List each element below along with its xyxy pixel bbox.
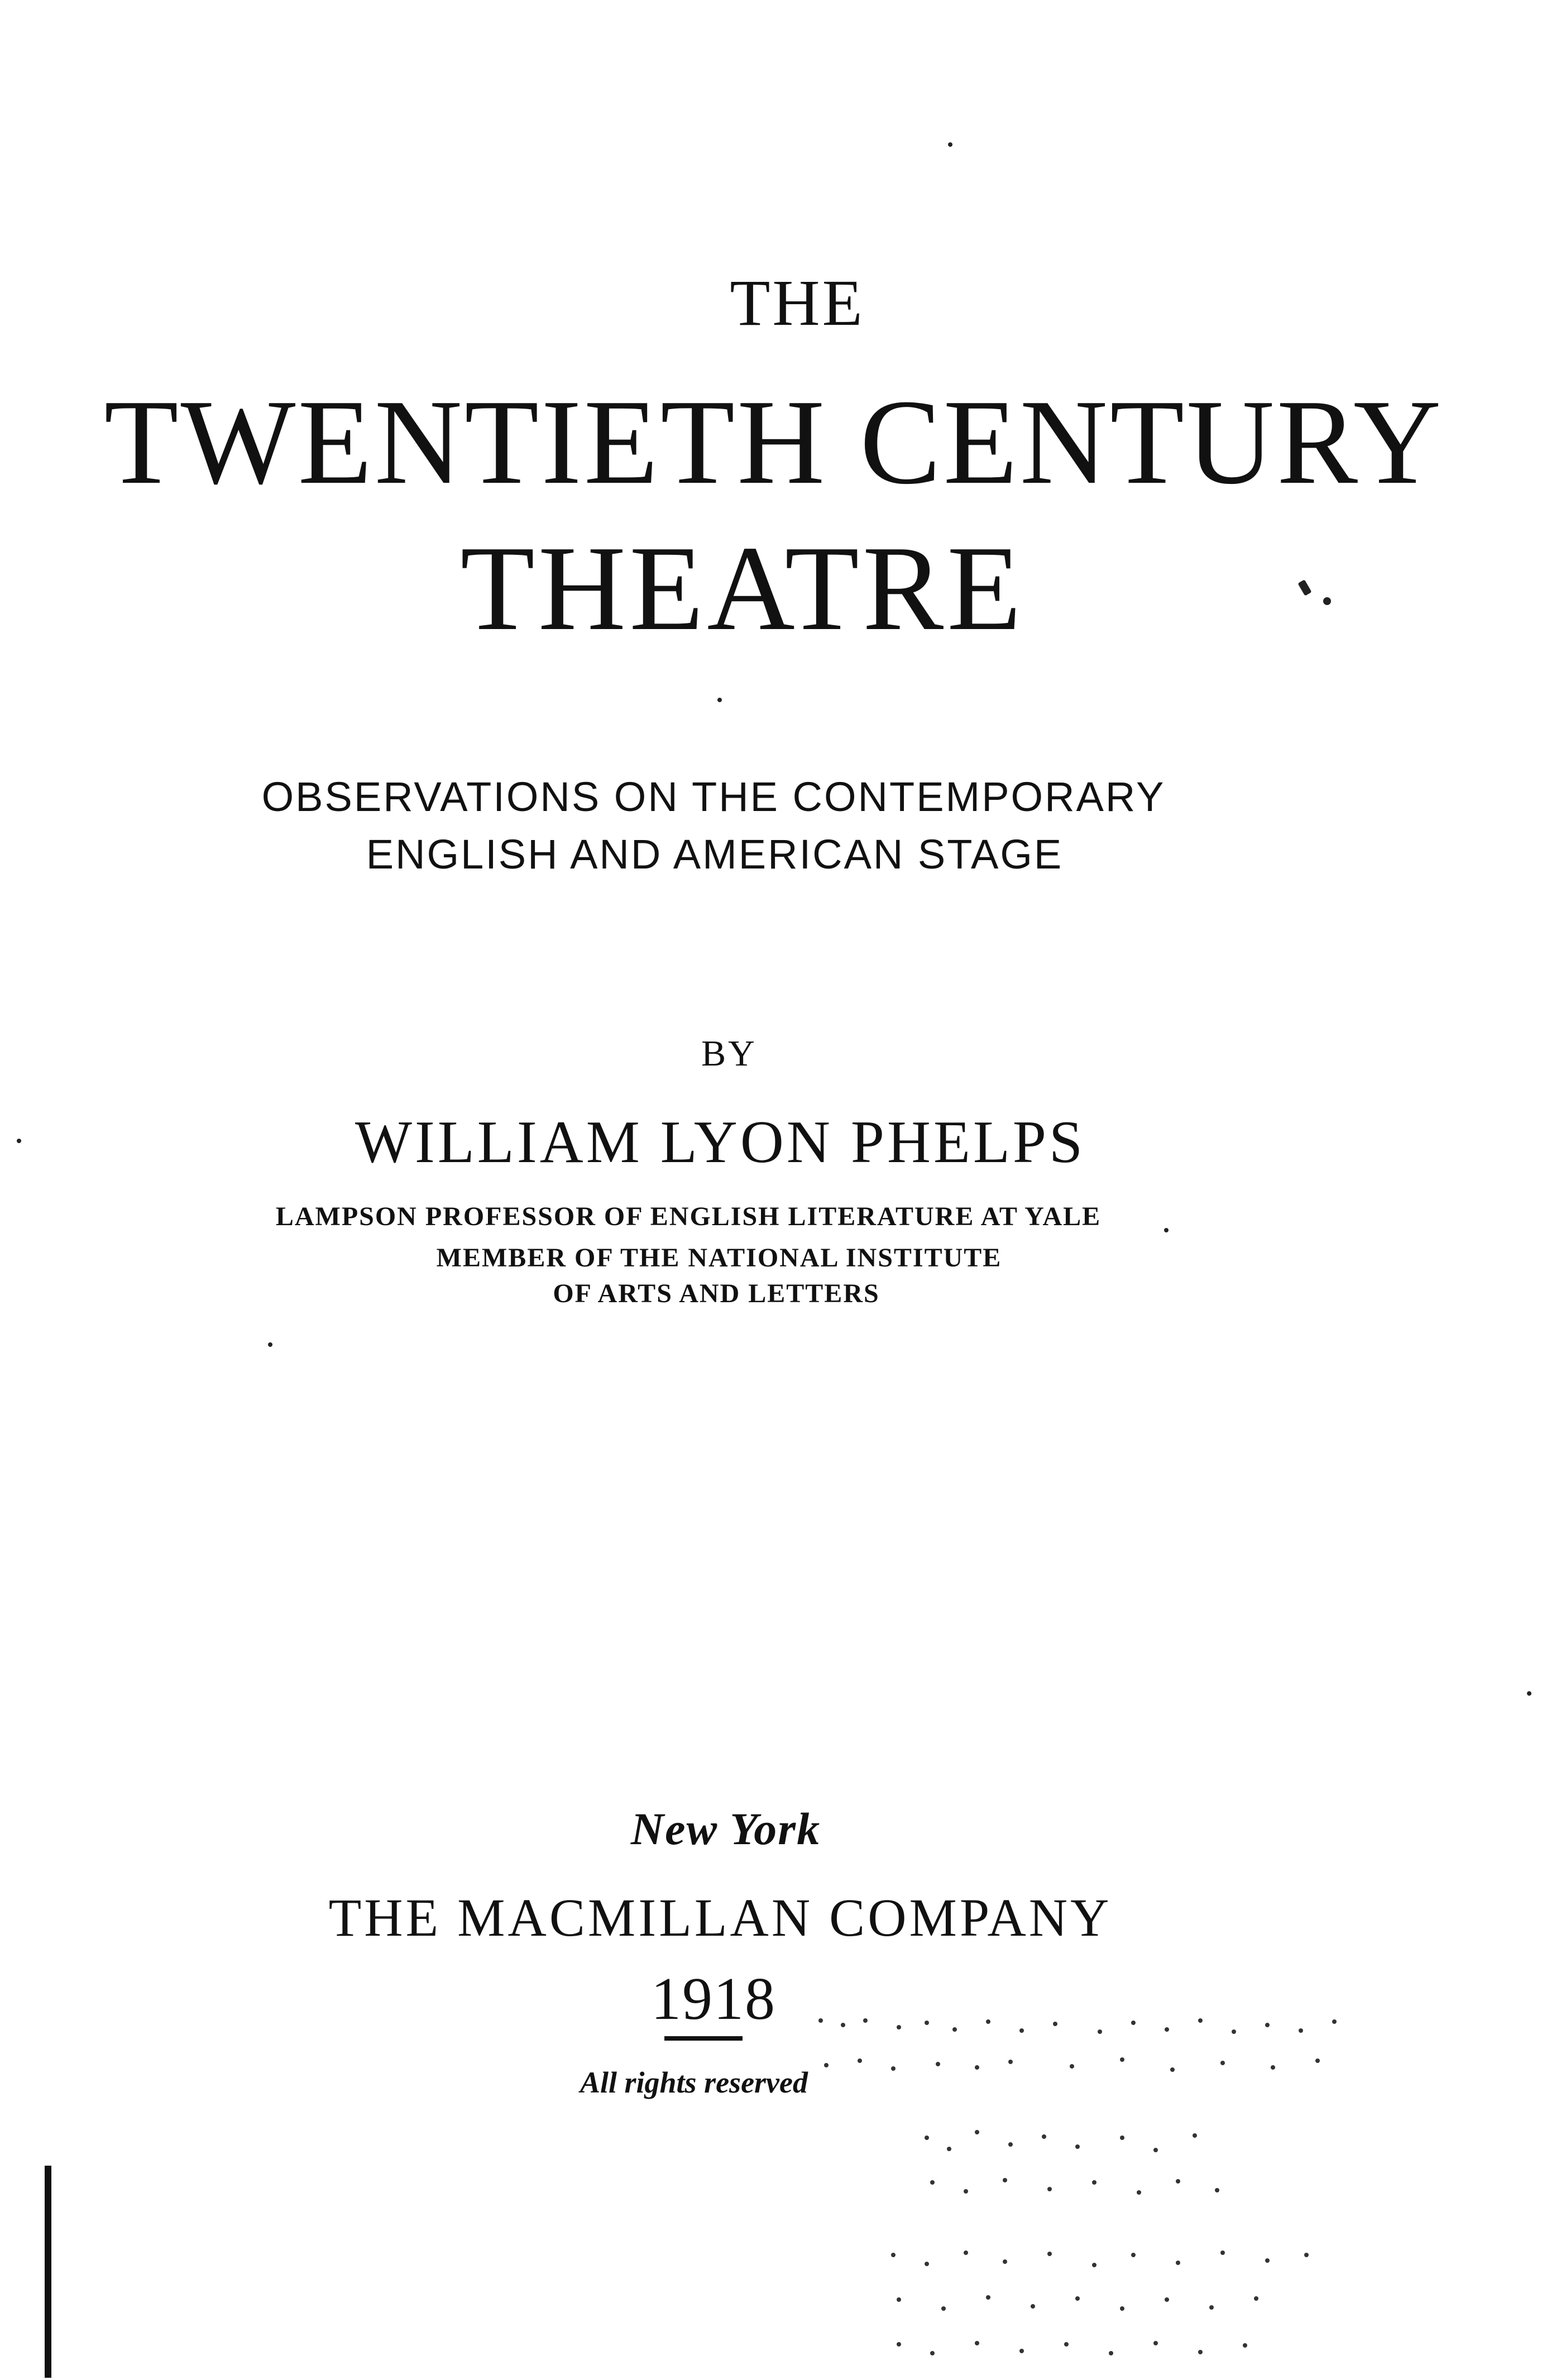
author-name: WILLIAM LYON PHELPS [355,1109,1086,1175]
title-line-2: THEATRE [460,521,1025,656]
speck [268,1342,272,1347]
author-credential-3: OF ARTS AND LETTERS [553,1279,880,1308]
title-article: THE [730,266,865,339]
publisher-name: THE MACMILLAN COMPANY [328,1888,1112,1947]
author-credential-2: MEMBER OF THE NATIONAL INSTITUTE [436,1243,1002,1273]
page-edge-shadow [45,2166,51,2378]
byline: BY [701,1033,757,1074]
author-credential-1: LAMPSON PROFESSOR OF ENGLISH LITERATURE AT YALE [275,1202,1102,1231]
rights-notice: All rights reserved [580,2066,808,2099]
speck [17,1139,21,1143]
subtitle-line-2: ENGLISH AND AMERICAN STAGE [366,831,1064,877]
speck [717,698,722,702]
title-line-1: TWENTIETH CENTURY [104,375,1444,510]
year-underline [664,2036,743,2041]
publisher-city: New York [630,1803,821,1854]
speck [948,142,952,147]
speck [1527,1691,1531,1696]
speck [1323,597,1331,605]
library-perforation-stamp [810,1998,1357,2378]
speck [1164,1228,1169,1232]
subtitle-line-1: OBSERVATIONS ON THE CONTEMPORARY [261,774,1166,820]
publication-year: 1918 [651,1966,776,2032]
